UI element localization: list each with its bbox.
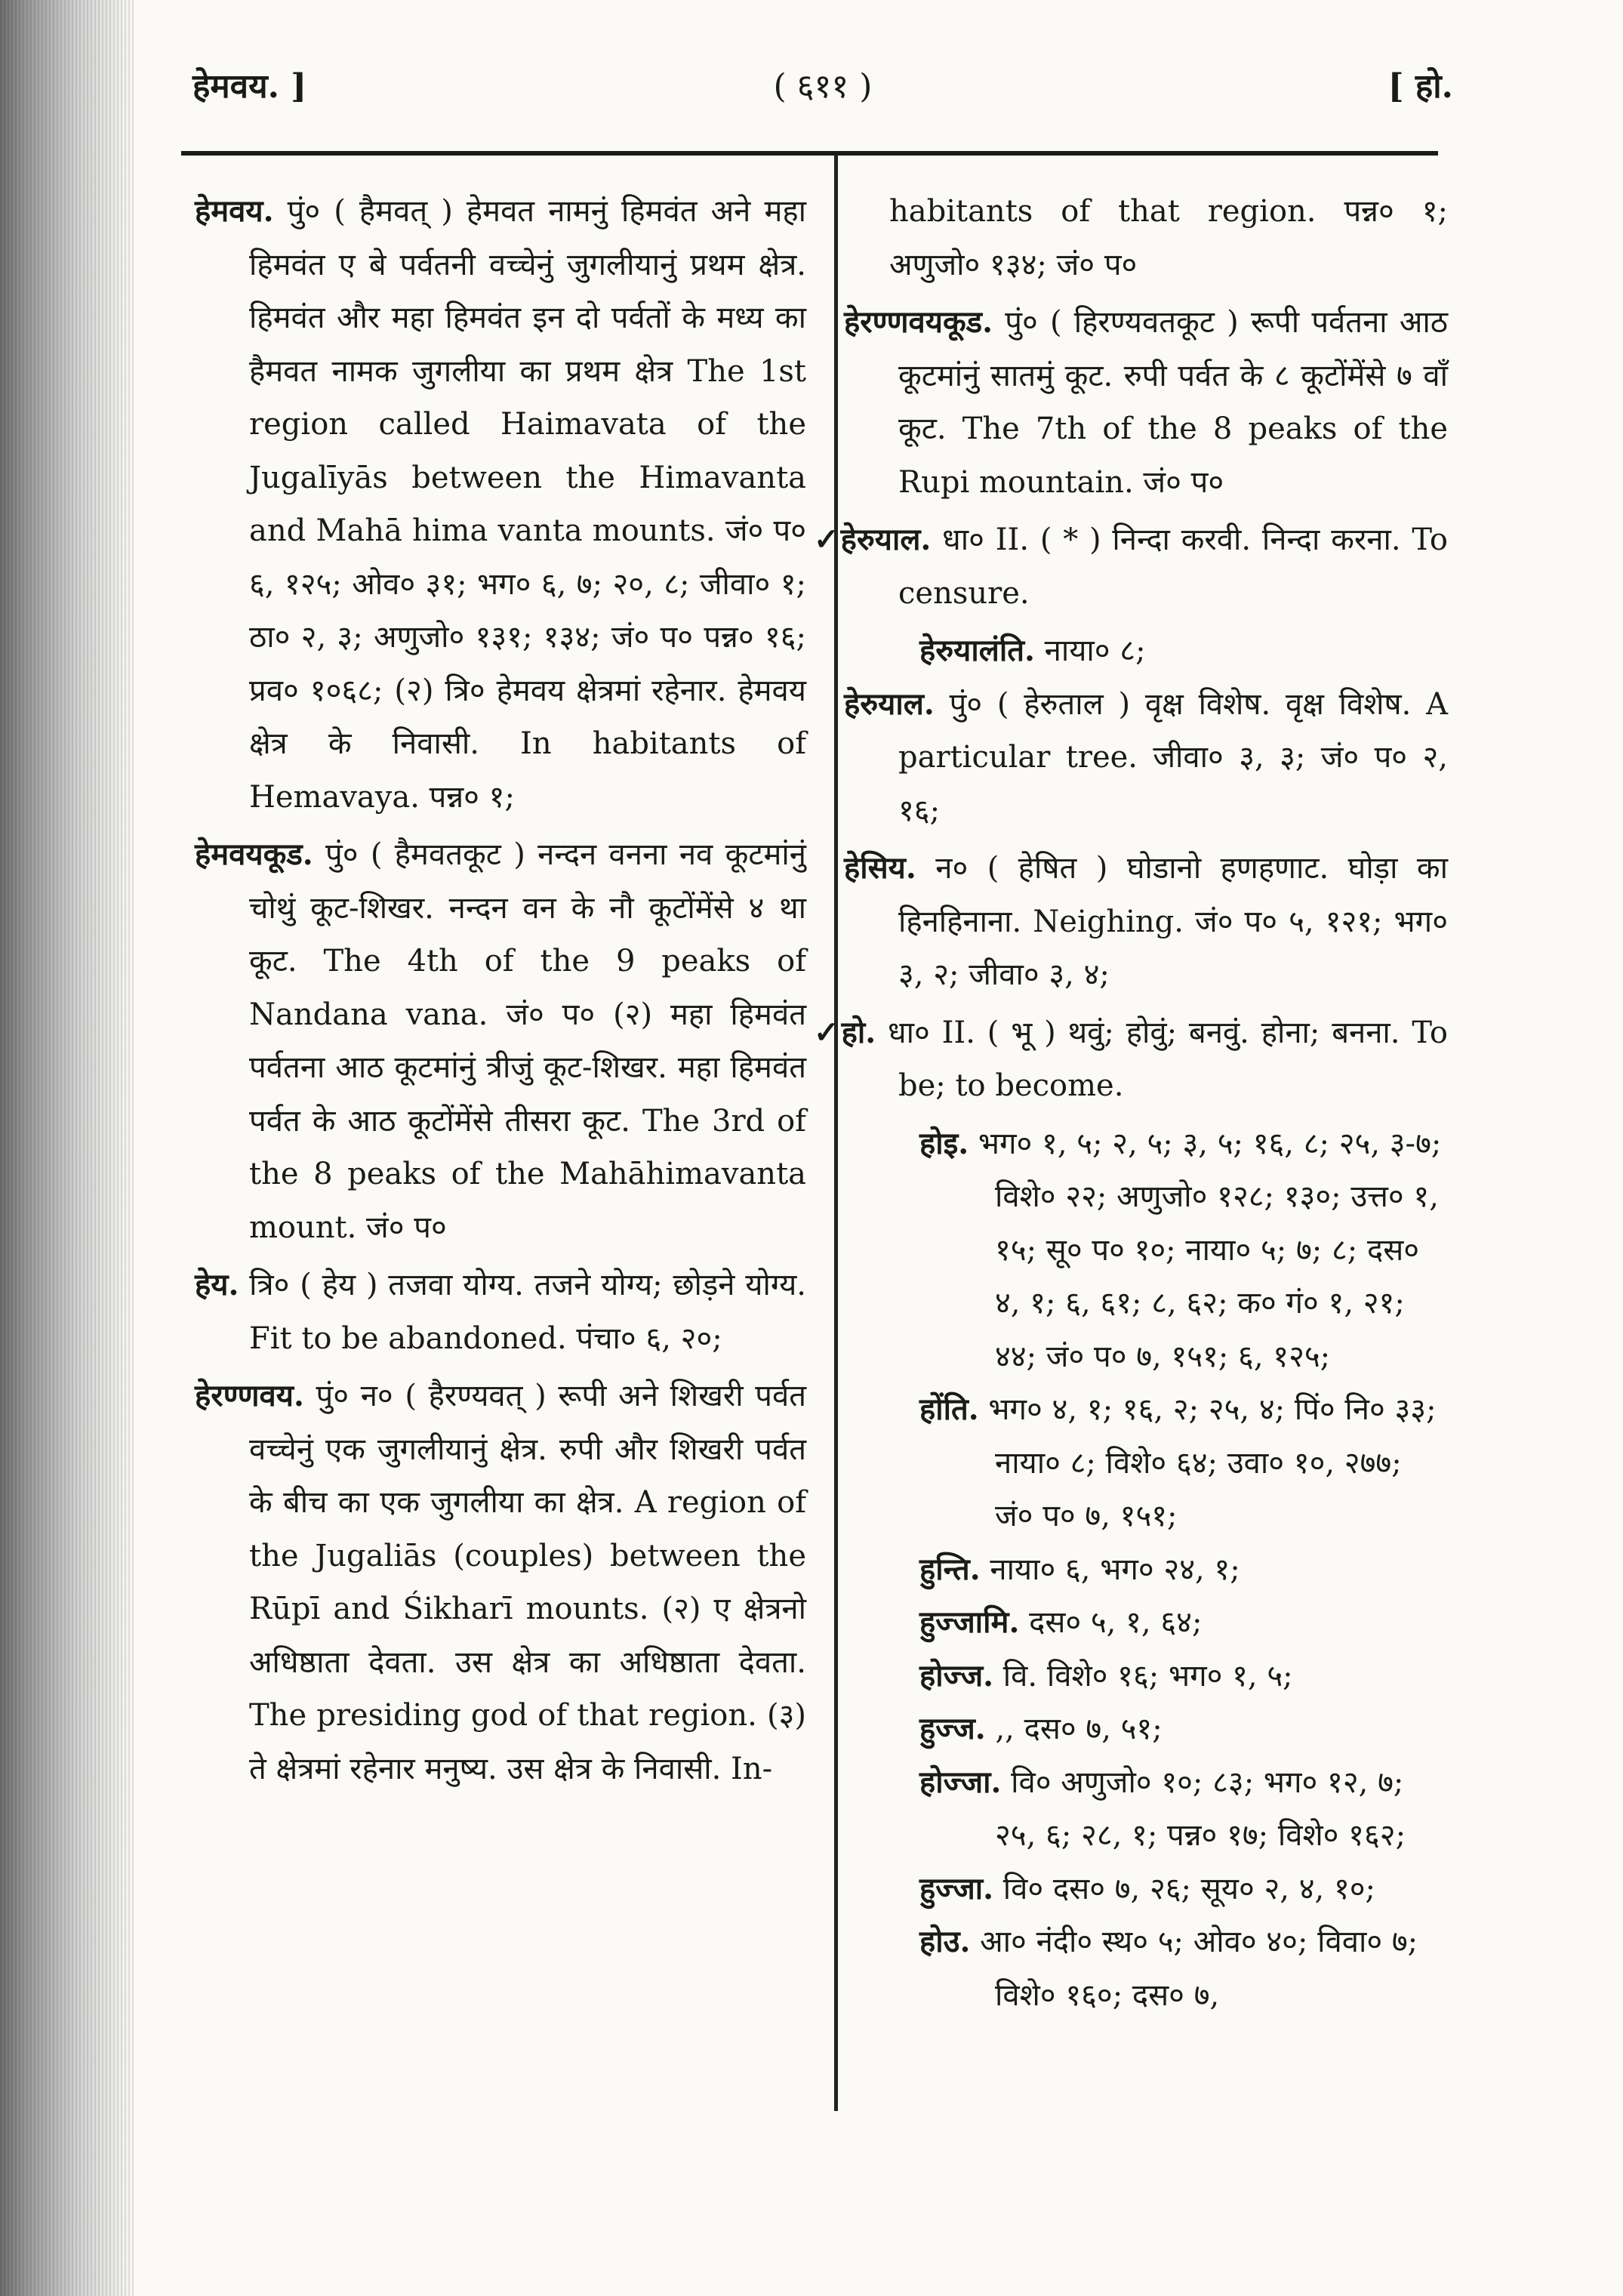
entry-headword: हेरुयाल. [840,522,932,557]
dictionary-entry [195,828,806,1254]
dictionary-entry [844,296,1448,509]
dictionary-entry [195,185,806,824]
entry-headword: हेरुयालंति. [919,633,1035,668]
dictionary-entry [195,1370,806,1795]
page-number: ( ६११ ) [773,67,873,106]
entry-text: दस० ५, १, ६४; [1019,1605,1203,1640]
dictionary-entry [844,842,1448,1002]
entry-text: वि० दस० ७, २६; सूय० २, ४, १०; [993,1871,1376,1906]
entry-text: धा० II. ( * ) निन्दा करवी. निन्दा करना. To censure. [898,522,1448,611]
entry-headword: हुन्ति. [919,1551,981,1587]
entry-text: पुं० न० ( हैरण्यवत् ) रूपी अने शिखरी पर्वत वच्चेनुं एक जुगलीयानुं क्षेत्र. रुपी और शिखरी पर्वत के बीच का एक जुगलीया का क्षेत्र. A region of the Jugaliās (couples) between the Rūpī and Śikharī mounts. (२) ए क्षेत्रनो अधिष्ठाता देवता. उस क्षेत्र का अधिष्ठाता देवता. The presiding god of that region. (३) ते क्षेत्रमां रहेनार मनुष्य. उस क्षेत्र के निवासी. In- [249,1379,806,1786]
entry-headword: हेरण्णवयकूड. [844,304,993,340]
entry-headword: होज्जा. [919,1764,1002,1800]
dictionary-subentry [844,1863,1448,1916]
dictionary-subentry [844,624,1448,678]
entry-text: वि. विशे० १६; भग० १, ५; [993,1658,1293,1693]
entry-text: पुं० ( हैमवतकूट ) नन्दन वनना नव कूटमांनुं चोथुं कूट-शिखर. नन्दन वन के नौ कूटोंमेंसे ४ था कूट. The 4th of the 9 peaks of Nandana vana. जं० प० (२) महा हिमवंत पर्वतना आठ कूटमांनुं त्रीजुं कूट-शिखर. महा हिमवंत पर्वत के आठ कूटोंमेंसे तीसरा कूट. The 3rd of the 8 peaks of the Mahāhimavanta mount. जं० प० [249,837,806,1245]
entry-headword: हेय. [195,1267,239,1302]
entry-headword: हुज्ज. [919,1711,986,1746]
dictionary-entry [195,1259,806,1365]
entry-headword: हेरुयाल. [844,686,935,722]
header-rule [181,151,1438,156]
entry-text: ,, दस० ७, ५१; [985,1712,1163,1746]
dictionary-subentry [844,1117,1448,1384]
entry-headword: हेसिय. [844,850,916,886]
entry-text: आ० नंदी० स्थ० ५; ओव० ४०; विवा० ७; विशे० १६०; दस० ७, [970,1925,1418,2013]
entry-headword: होंति. [919,1391,979,1427]
dictionary-subentry [844,1543,1448,1597]
dictionary-subentry [844,1756,1448,1863]
column-divider [834,156,838,2111]
dictionary-entry [814,1006,1448,1113]
right-column [814,185,1448,2022]
entry-text: न० ( हेषित ) घोडानो हणहणाट. घोड़ा का हिनहिनाना. Neighing. जं० प० ५, १२१; भग० ३, २; जीवा० ३, ४; [898,851,1448,992]
entry-headword: हेमवय. [195,193,274,229]
dictionary-subentry [844,1383,1448,1543]
dictionary-subentry [844,1650,1448,1703]
dictionary-entry-continuation [844,185,1448,291]
tick-mark: ✓ [814,522,841,557]
entry-text: पुं० ( हेरुताल ) वृक्ष विशेष. वृक्ष विशेष. A particular tree. जीवा० ३, ३; जं० प० २, १६; [898,686,1448,828]
entry-headword: हुज्जामि. [919,1604,1020,1640]
tick-mark: ✓ [814,1014,842,1050]
entry-text: वि० अणुजो० १०; ८३; भग० १२, ७; २५, ६; २८, १; पन्न० १७; विशे० १६२; [995,1764,1406,1853]
entry-text: भग० १, ५; २, ५; ३, ५; १६, ८; २५, ३-७; विशे० २२; अणुजो० १२८; १३०; उत्त० १, १५; सू० प० १०; नाया० ५; ७; ८; दस० ४, १; ६, ६१; ८, ६२; क० गं० १, २१; ४४; जं० प० ७, १५१; ६, १२५; [969,1126,1442,1374]
page-binding-edge [0,0,136,2296]
header-left-guide-word: हेमवय. ] [192,67,307,106]
entry-headword: हुज्जा. [919,1870,994,1906]
entry-headword: हेमवयकूड. [195,837,313,872]
entry-text: नाया० ६, भग० २४, १; [980,1552,1240,1587]
entry-text: भग० ४, १; १६, २; २५, ४; पिं० नि० ३३; नाया० ८; विशे० ६४; उवा० १०, २७७; जं० प० ७, १५१; [978,1392,1437,1533]
entry-text: नाया० ८; [1034,633,1146,668]
dictionary-entry [814,513,1448,620]
left-column [195,185,806,1800]
entry-headword: हेरण्णवय. [195,1378,304,1413]
dictionary-subentry [844,1596,1448,1650]
page-header [192,62,1453,115]
header-right-guide-word: [ हो. [1387,67,1453,106]
entry-text: पुं० ( हिरण्यवतकूट ) रूपी पर्वतना आठ कूटमांनुं सातमुं कूट. रुपी पर्वत के ८ कूटोंमेंसे ७ वाँ कूट. The 7th of the 8 peaks of the Rupi mountain. जं० प० [898,305,1448,500]
dictionary-subentry [844,1915,1448,2022]
entry-text: पुं० ( हैमवत् ) हेमवत नामनुं हिमवंत अने महा हिमवंत ए बे पर्वतनी वच्चेनुं जुगलीयानुं प्रथम क्षेत्र. हिमवंत और महा हिमवंत इन दो पर्वतों के मध्य का हैमवत नामक जुगलीया का प्रथम क्षेत्र The 1st region called Haimavata of the Jugalīyās between the Himavanta and Mahā hima vanta mounts. जं० प० ६, १२५; ओव० ३१; भग० ६, ७; २०, ८; जीवा० १; ठा० २, ३; अणुजो० १३१; १३४; जं० प० पन्न० १६; प्रव० १०६८; (२) त्रि० हेमवय क्षेत्रमां रहेनार. हेमवय क्षेत्र के निवासी. In habitants of Hemavaya. पन्न० १; [249,194,806,815]
dictionary-subentry [844,1703,1448,1756]
entry-text: habitants of that region. पन्न० १; अणुजो० १३४; जं० प० [889,194,1448,282]
entry-headword: होइ. [919,1125,969,1161]
entry-text: त्रि० ( हेय ) तजवा योग्य. तजने योग्य; छोड़ने योग्य. Fit to be abandoned. पंचा० ६, २०; [239,1268,806,1356]
entry-headword: हो. [841,1014,876,1050]
entry-text: धा० II. ( भू ) थवुं; होवुं; बनवुं. होना; बनना. To be; to become. [876,1015,1448,1103]
entry-headword: होउ. [919,1924,971,1959]
dictionary-entry [844,678,1448,838]
entry-headword: होज्ज. [919,1657,994,1693]
